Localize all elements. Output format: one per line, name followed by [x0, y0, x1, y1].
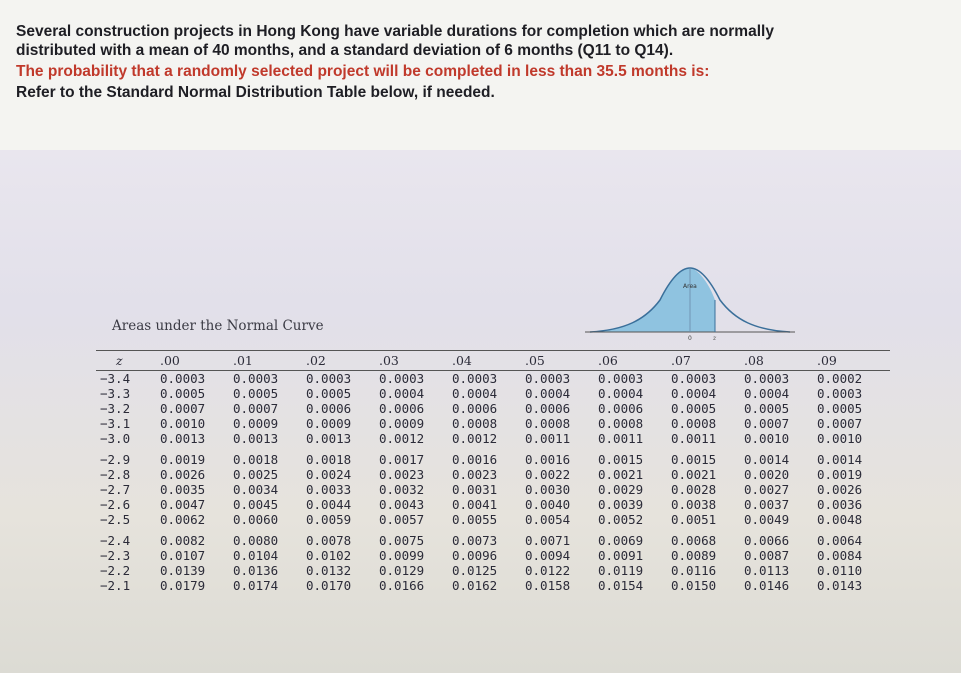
- probability-cell: 0.0010: [744, 431, 790, 446]
- area-label: Area: [683, 283, 697, 290]
- probability-cell: 0.0003: [233, 371, 279, 386]
- probability-cell: 0.0002: [817, 371, 863, 386]
- probability-cell: 0.0146: [744, 578, 790, 593]
- probability-cell: 0.0158: [525, 578, 571, 593]
- probability-cell: 0.0040: [525, 497, 571, 512]
- probability-cell: 0.0066: [744, 533, 790, 548]
- question-text: [16, 22, 951, 102]
- probability-cell: 0.0003: [306, 371, 352, 386]
- table-row: [96, 533, 890, 548]
- zero-label: 0: [688, 335, 692, 340]
- column-header: .05: [525, 351, 598, 371]
- probability-cell: 0.0045: [233, 497, 279, 512]
- probability-cell: 0.0068: [671, 533, 717, 548]
- probability-cell: 0.0041: [452, 497, 498, 512]
- table-row: [96, 401, 890, 416]
- z-label: z: [713, 335, 717, 340]
- z-table: [96, 350, 890, 593]
- probability-cell: 0.0059: [306, 512, 352, 527]
- z-value-cell: −2.7: [100, 482, 131, 497]
- probability-cell: 0.0035: [160, 482, 206, 497]
- probability-cell: 0.0017: [379, 452, 425, 467]
- table-row: [96, 512, 890, 527]
- table-row: [96, 431, 890, 446]
- probability-cell: 0.0039: [598, 497, 644, 512]
- table-row: [96, 467, 890, 482]
- probability-cell: 0.0044: [306, 497, 352, 512]
- probability-cell: 0.0102: [306, 548, 352, 563]
- probability-cell: 0.0004: [452, 386, 498, 401]
- probability-cell: 0.0047: [160, 497, 206, 512]
- probability-cell: 0.0034: [233, 482, 279, 497]
- probability-cell: 0.0179: [160, 578, 206, 593]
- probability-cell: 0.0006: [598, 401, 644, 416]
- probability-cell: 0.0004: [744, 386, 790, 401]
- column-header: .09: [817, 351, 890, 371]
- z-value-cell: −2.2: [100, 563, 131, 578]
- probability-cell: 0.0010: [160, 416, 206, 431]
- probability-cell: 0.0009: [306, 416, 352, 431]
- probability-cell: 0.0004: [598, 386, 644, 401]
- table-row: [96, 416, 890, 431]
- probability-cell: 0.0113: [744, 563, 790, 578]
- probability-cell: 0.0051: [671, 512, 717, 527]
- probability-cell: 0.0016: [452, 452, 498, 467]
- z-value-cell: −2.5: [100, 512, 131, 527]
- probability-cell: 0.0132: [306, 563, 352, 578]
- probability-cell: 0.0004: [525, 386, 571, 401]
- probability-cell: 0.0021: [671, 467, 717, 482]
- probability-cell: 0.0122: [525, 563, 571, 578]
- z-value-cell: −3.0: [100, 431, 131, 446]
- probability-cell: 0.0096: [452, 548, 498, 563]
- probability-cell: 0.0005: [306, 386, 352, 401]
- probability-cell: 0.0015: [671, 452, 717, 467]
- z-value-cell: −2.9: [100, 452, 131, 467]
- probability-cell: 0.0136: [233, 563, 279, 578]
- column-header: .00: [160, 351, 233, 371]
- probability-cell: 0.0069: [598, 533, 644, 548]
- probability-cell: 0.0003: [452, 371, 498, 386]
- probability-cell: 0.0026: [160, 467, 206, 482]
- probability-cell: 0.0071: [525, 533, 571, 548]
- probability-cell: 0.0004: [379, 386, 425, 401]
- z-value-cell: −2.1: [100, 578, 131, 593]
- probability-cell: 0.0008: [671, 416, 717, 431]
- probability-cell: 0.0099: [379, 548, 425, 563]
- probability-cell: 0.0060: [233, 512, 279, 527]
- ztable-photo: [0, 150, 961, 673]
- probability-cell: 0.0003: [744, 371, 790, 386]
- probability-cell: 0.0014: [817, 452, 863, 467]
- question-reference: Refer to the Standard Normal Distribution Table below, if needed.: [16, 84, 495, 101]
- probability-cell: 0.0013: [306, 431, 352, 446]
- z-value-cell: −2.4: [100, 533, 131, 548]
- probability-cell: 0.0150: [671, 578, 717, 593]
- probability-cell: 0.0030: [525, 482, 571, 497]
- probability-cell: 0.0009: [233, 416, 279, 431]
- question-prompt: The probability that a randomly selected project will be completed in less than 35.5 months is:: [16, 63, 710, 80]
- probability-cell: 0.0003: [525, 371, 571, 386]
- probability-cell: 0.0004: [671, 386, 717, 401]
- probability-cell: 0.0007: [744, 416, 790, 431]
- probability-cell: 0.0078: [306, 533, 352, 548]
- probability-cell: 0.0080: [233, 533, 279, 548]
- probability-cell: 0.0029: [598, 482, 644, 497]
- probability-cell: 0.0021: [598, 467, 644, 482]
- probability-cell: 0.0037: [744, 497, 790, 512]
- probability-cell: 0.0054: [525, 512, 571, 527]
- probability-cell: 0.0019: [817, 467, 863, 482]
- probability-cell: 0.0008: [598, 416, 644, 431]
- probability-cell: 0.0018: [233, 452, 279, 467]
- probability-cell: 0.0104: [233, 548, 279, 563]
- probability-cell: 0.0033: [306, 482, 352, 497]
- probability-cell: 0.0003: [160, 371, 206, 386]
- probability-cell: 0.0091: [598, 548, 644, 563]
- probability-cell: 0.0014: [744, 452, 790, 467]
- probability-cell: 0.0022: [525, 467, 571, 482]
- table-row: [96, 548, 890, 563]
- question-line-2: distributed with a mean of 40 months, and a standard deviation of 6 months (Q11 to Q14).: [16, 42, 674, 59]
- probability-cell: 0.0008: [452, 416, 498, 431]
- probability-cell: 0.0016: [525, 452, 571, 467]
- table-row: [96, 386, 890, 401]
- probability-cell: 0.0025: [233, 467, 279, 482]
- table-row: [96, 371, 890, 387]
- table-header-row: [96, 351, 890, 371]
- probability-cell: 0.0003: [671, 371, 717, 386]
- probability-cell: 0.0018: [306, 452, 352, 467]
- probability-cell: 0.0006: [525, 401, 571, 416]
- probability-cell: 0.0110: [817, 563, 863, 578]
- probability-cell: 0.0007: [817, 416, 863, 431]
- probability-cell: 0.0027: [744, 482, 790, 497]
- probability-cell: 0.0055: [452, 512, 498, 527]
- probability-cell: 0.0007: [160, 401, 206, 416]
- probability-cell: 0.0013: [233, 431, 279, 446]
- probability-cell: 0.0003: [379, 371, 425, 386]
- column-header: .02: [306, 351, 379, 371]
- probability-cell: 0.0089: [671, 548, 717, 563]
- table-row: [96, 452, 890, 467]
- table-caption: Areas under the Normal Curve: [112, 318, 324, 334]
- probability-cell: 0.0162: [452, 578, 498, 593]
- probability-cell: 0.0005: [817, 401, 863, 416]
- probability-cell: 0.0008: [525, 416, 571, 431]
- column-header: .08: [744, 351, 817, 371]
- probability-cell: 0.0174: [233, 578, 279, 593]
- z-value-cell: −3.2: [100, 401, 131, 416]
- probability-cell: 0.0032: [379, 482, 425, 497]
- probability-cell: 0.0129: [379, 563, 425, 578]
- probability-cell: 0.0011: [598, 431, 644, 446]
- z-value-cell: −3.1: [100, 416, 131, 431]
- probability-cell: 0.0038: [671, 497, 717, 512]
- probability-cell: 0.0013: [160, 431, 206, 446]
- probability-cell: 0.0125: [452, 563, 498, 578]
- probability-cell: 0.0012: [452, 431, 498, 446]
- probability-cell: 0.0036: [817, 497, 863, 512]
- probability-cell: 0.0052: [598, 512, 644, 527]
- probability-cell: 0.0015: [598, 452, 644, 467]
- probability-cell: 0.0139: [160, 563, 206, 578]
- probability-cell: 0.0026: [817, 482, 863, 497]
- probability-cell: 0.0116: [671, 563, 717, 578]
- probability-cell: 0.0012: [379, 431, 425, 446]
- probability-cell: 0.0006: [379, 401, 425, 416]
- z-value-cell: −3.3: [100, 386, 131, 401]
- probability-cell: 0.0170: [306, 578, 352, 593]
- column-header: .04: [452, 351, 525, 371]
- z-value-cell: −2.8: [100, 467, 131, 482]
- probability-cell: 0.0119: [598, 563, 644, 578]
- z-value-cell: −2.3: [100, 548, 131, 563]
- probability-cell: 0.0005: [160, 386, 206, 401]
- probability-cell: 0.0048: [817, 512, 863, 527]
- probability-cell: 0.0019: [160, 452, 206, 467]
- probability-cell: 0.0024: [306, 467, 352, 482]
- probability-cell: 0.0064: [817, 533, 863, 548]
- probability-cell: 0.0011: [671, 431, 717, 446]
- probability-cell: 0.0005: [744, 401, 790, 416]
- probability-cell: 0.0028: [671, 482, 717, 497]
- probability-cell: 0.0084: [817, 548, 863, 563]
- z-column-header: z: [96, 351, 160, 371]
- probability-cell: 0.0107: [160, 548, 206, 563]
- probability-cell: 0.0073: [452, 533, 498, 548]
- probability-cell: 0.0057: [379, 512, 425, 527]
- column-header: .03: [379, 351, 452, 371]
- table-row: [96, 482, 890, 497]
- probability-cell: 0.0023: [379, 467, 425, 482]
- z-value-cell: −3.4: [100, 371, 131, 386]
- probability-cell: 0.0154: [598, 578, 644, 593]
- probability-cell: 0.0062: [160, 512, 206, 527]
- probability-cell: 0.0075: [379, 533, 425, 548]
- probability-cell: 0.0143: [817, 578, 863, 593]
- probability-cell: 0.0020: [744, 467, 790, 482]
- z-value-cell: −2.6: [100, 497, 131, 512]
- column-header: .01: [233, 351, 306, 371]
- probability-cell: 0.0003: [598, 371, 644, 386]
- probability-cell: 0.0006: [306, 401, 352, 416]
- table-row: [96, 563, 890, 578]
- probability-cell: 0.0006: [452, 401, 498, 416]
- probability-cell: 0.0023: [452, 467, 498, 482]
- probability-cell: 0.0049: [744, 512, 790, 527]
- probability-cell: 0.0010: [817, 431, 863, 446]
- probability-cell: 0.0011: [525, 431, 571, 446]
- table-row: [96, 497, 890, 512]
- probability-cell: 0.0082: [160, 533, 206, 548]
- normal-curve-figure: [585, 260, 795, 340]
- probability-cell: 0.0009: [379, 416, 425, 431]
- normal-curve-icon: [585, 260, 795, 340]
- probability-cell: 0.0005: [671, 401, 717, 416]
- column-header: .07: [671, 351, 744, 371]
- probability-cell: 0.0003: [817, 386, 863, 401]
- probability-cell: 0.0094: [525, 548, 571, 563]
- probability-cell: 0.0166: [379, 578, 425, 593]
- probability-cell: 0.0031: [452, 482, 498, 497]
- probability-cell: 0.0087: [744, 548, 790, 563]
- table-row: [96, 578, 890, 593]
- probability-cell: 0.0007: [233, 401, 279, 416]
- probability-cell: 0.0005: [233, 386, 279, 401]
- column-header: .06: [598, 351, 671, 371]
- question-line-1: Several construction projects in Hong Kong have variable durations for completion which are normally: [16, 23, 774, 40]
- probability-cell: 0.0043: [379, 497, 425, 512]
